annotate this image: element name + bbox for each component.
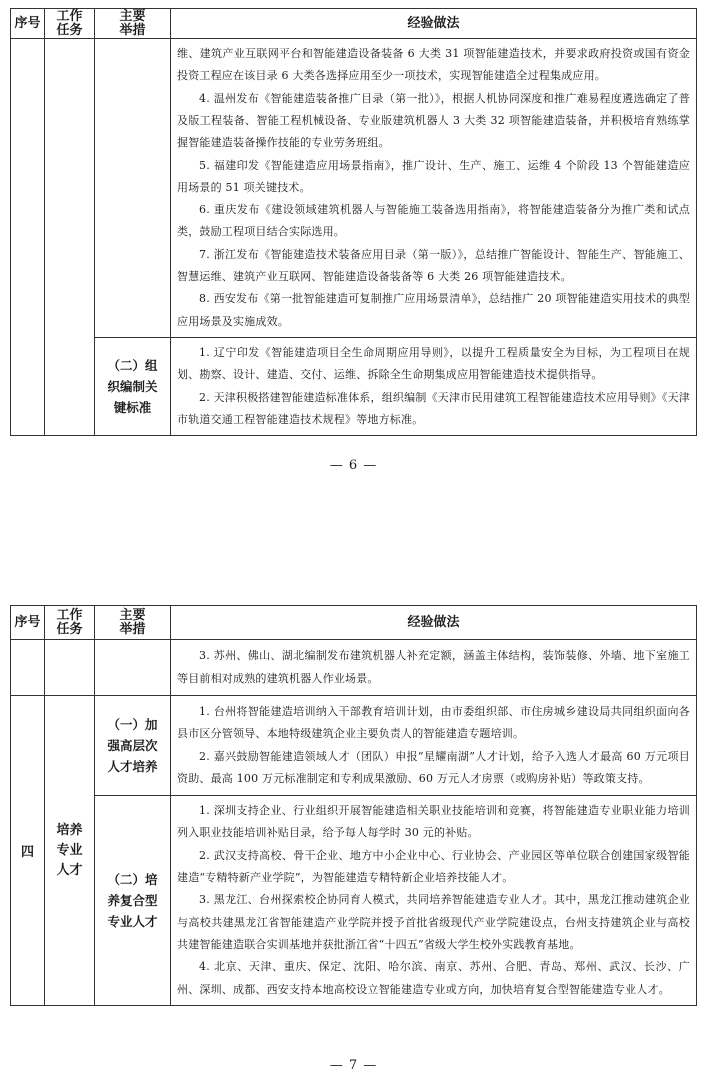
header-task	[45, 606, 95, 640]
table-header-row	[11, 606, 697, 640]
method-paragraph: 1. 辽宁印发《智能建造项目全生命周期应用导则》，以提升工程质量安全为目标，为工程项目在规划、勘察、设计、建造、交付、运维、拆除全生命期集成应用智能建造技术提供指导。	[177, 345, 690, 382]
method-paragraph: 2. 天津积极搭建智能建造标准体系，组织编制《天津市民用建筑工程智能建造技术应用导则》《天津市轨道交通工程智能建造技术规程》等地方标准。	[177, 390, 690, 426]
header-task-line1: 工作	[56, 607, 83, 623]
header-task-line2: 任务	[56, 22, 83, 38]
method-paragraph: 2. 武汉支持高校、骨干企业、地方中小企业中心、行业协会、产业园区等单位联合创建国家级智能建造“专精特新产业学院”，为智能建造专精特新企业培养技能人才。	[177, 848, 690, 885]
experience-table-page-6	[10, 8, 697, 436]
method-cell	[171, 338, 697, 436]
measure-line: 织编制关	[107, 379, 158, 394]
measure-line: （二）培	[107, 872, 158, 887]
page-number: — 6 —	[329, 458, 378, 473]
table-row	[11, 338, 697, 436]
measure-line: 养复合型	[107, 893, 158, 908]
header-measure	[95, 9, 171, 39]
measure-line: 强高层次	[107, 738, 158, 753]
page-7	[10, 605, 697, 1006]
method-paragraph: 5. 福建印发《智能建造应用场景指南》，推广设计、生产、施工、运维 4 个阶段 13 个智能建造应用场景的 51 项关键技术。	[177, 158, 690, 194]
method-cell	[171, 796, 697, 1006]
task-line: 人才	[56, 862, 83, 878]
table-header-row	[11, 9, 697, 39]
task-cell	[45, 640, 95, 696]
method-paragraph: 2. 嘉兴鼓励智能建造领域人才（团队）申报“星耀南湖”人才计划，给予入选人才最高 60 万元项目资助、最高 100 万元标准制定和专利成果激励、60 万元人才房票（或购房补贴）等政策支持。	[177, 749, 690, 785]
measure-line: 专业人才	[107, 914, 158, 929]
table-row	[11, 696, 697, 796]
measure-cell	[95, 39, 171, 338]
header-measure-line1: 主要	[119, 8, 146, 24]
measure-cell	[95, 640, 171, 696]
measure-cell	[95, 338, 171, 436]
page-number: — 7 —	[329, 1058, 378, 1073]
seq-cell	[11, 640, 45, 696]
header-seq: 序号	[11, 9, 45, 39]
measure-line: 人才培养	[107, 759, 158, 774]
header-task	[45, 9, 95, 39]
method-paragraph: 1. 台州将智能建造培训纳入干部教育培训计划，由市委组织部、市住房城乡建设局共同组织面向各县市区分管领导、本地特级建筑企业主要负责人的智能建造专题培训。	[177, 704, 690, 741]
method-paragraph: 3. 黑龙江、台州探索校企协同育人模式，共同培养智能建造专业人才。其中，黑龙江推动建筑企业与高校共建黑龙江省智能建造产业学院并授予首批省级现代产业学院建设点，台州支持建筑企业与高校共建智能建造联合实训基地并获批浙江省“十四五”省级大学生校外实践教育基地。	[177, 893, 690, 951]
header-measure-line2: 举措	[119, 621, 146, 637]
method-cell	[171, 39, 697, 338]
experience-table-page-7	[10, 605, 697, 1006]
measure-line: 键标准	[113, 400, 152, 415]
method-cell	[171, 640, 697, 696]
method-paragraph: 4. 北京、天津、重庆、保定、沈阳、哈尔滨、南京、苏州、合肥、青岛、郑州、武汉、长沙、广州、深圳、成都、西安支持本地高校设立智能建造专业或方向，加快培育复合型智能建造专业人才。	[177, 960, 690, 996]
task-cell	[45, 39, 95, 436]
page-6	[10, 8, 697, 436]
header-method: 经验做法	[171, 9, 697, 39]
method-paragraph: 4. 温州发布《智能建造装备推广目录（第一批）》，根据人机协同深度和推广难易程度遴选确定了普及版工程装备、智能工程机械设备、专业版建筑机器人 3 大类 32 项智能建造装备，并积极培育熟练掌握智能建造装备操作技能的专业劳务班组。	[177, 91, 690, 150]
table-row	[11, 796, 697, 1006]
header-task-line1: 工作	[56, 8, 83, 24]
method-paragraph: 8. 西安发布《第一批智能建造可复制推广应用场景清单》，总结推广 20 项智能建造实用技术的典型应用场景及实施成效。	[177, 292, 690, 328]
method-paragraph: 7. 浙江发布《智能建造技术装备应用目录（第一版）》，总结推广智能设计、智能生产、智能施工、智慧运维、建筑产业互联网、智能建造设备装备等 6 大类 26 项智能建造技术。	[177, 247, 690, 284]
header-measure-line2: 举措	[119, 22, 146, 38]
task-line: 培养	[56, 822, 83, 838]
measure-line: （二）组	[107, 358, 158, 373]
method-paragraph: 3. 苏州、佛山、湖北编制发布建筑机器人补充定额，涵盖主体结构，装饰装修、外墙、地下室施工等目前相对成熟的建筑机器人作业场景。	[177, 649, 690, 685]
table-row	[11, 640, 697, 696]
method-paragraph: 1. 深圳支持企业、行业组织开展智能建造相关职业技能培训和竞赛，将智能建造专业职业能力培训列入职业技能培训补贴目录，给予每人每学时 30 元的补贴。	[177, 804, 690, 840]
task-line: 专业	[56, 842, 83, 858]
seq-cell	[11, 39, 45, 436]
measure-cell	[95, 796, 171, 1006]
method-cell	[171, 696, 697, 796]
method-paragraph: 6. 重庆发布《建设领域建筑机器人与智能施工装备选用指南》，将智能建造装备分为推广类和试点类，鼓励工程项目结合实际选用。	[177, 203, 690, 239]
measure-cell	[95, 696, 171, 796]
header-seq: 序号	[11, 606, 45, 640]
task-cell	[45, 696, 95, 1006]
header-measure-line1: 主要	[119, 607, 146, 623]
method-paragraph: 维、建筑产业互联网平台和智能建造设备装备 6 大类 31 项智能建造技术，并要求政府投资或国有资金投资工程应在该目录 6 大类各选择应用至少一项技术，实现智能建造全过程集成应用。	[177, 47, 690, 83]
header-task-line2: 任务	[56, 621, 83, 637]
header-method: 经验做法	[171, 606, 697, 640]
table-row	[11, 39, 697, 338]
header-measure	[95, 606, 171, 640]
seq-cell: 四	[11, 696, 45, 1006]
measure-line: （一）加	[107, 717, 158, 732]
